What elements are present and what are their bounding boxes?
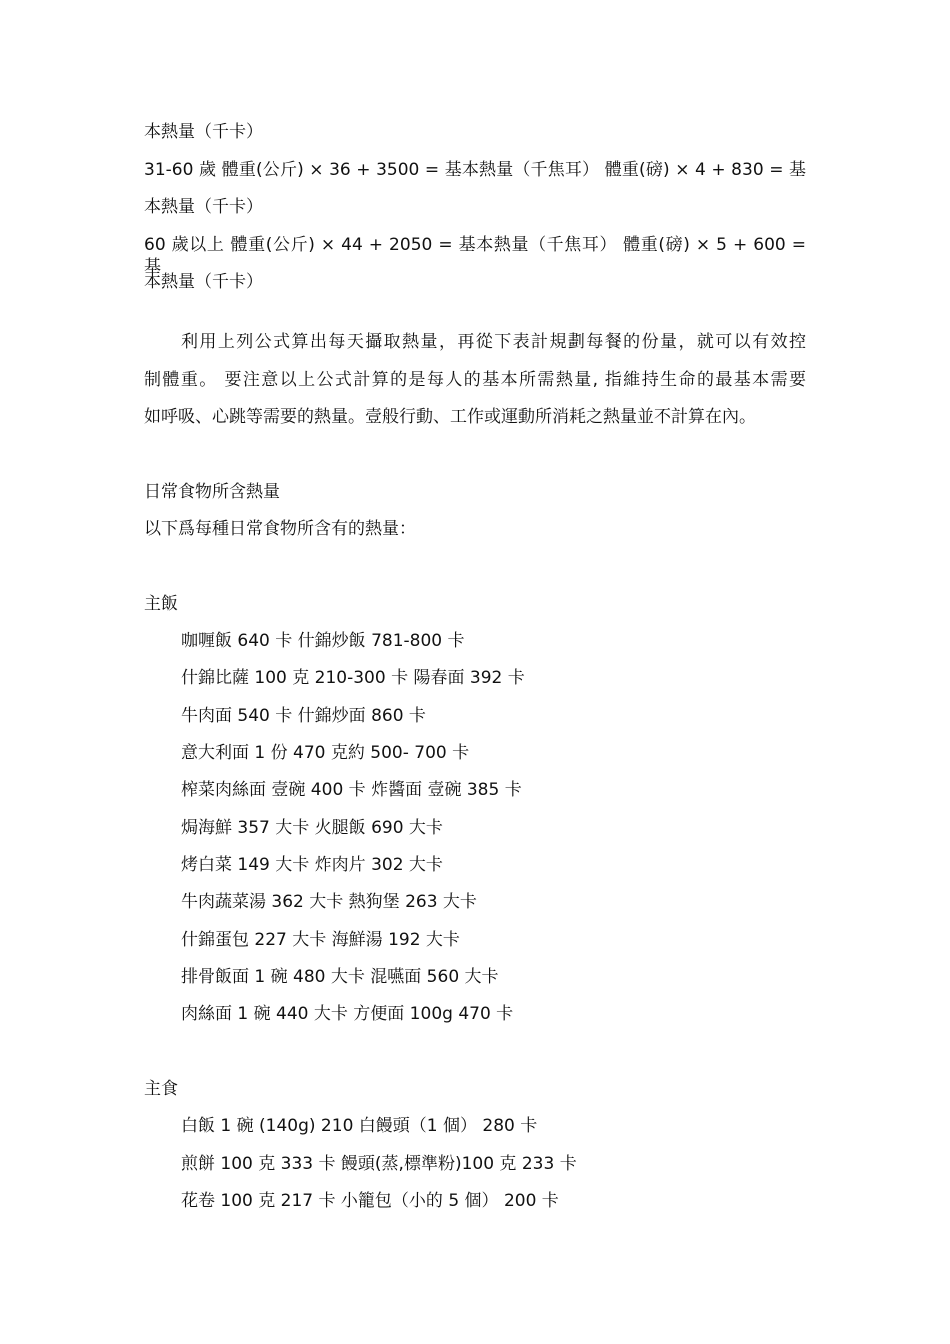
food-item: 煎餅 100 克 333 卡 饅頭(蒸,標準粉)100 克 233 卡 (181, 1154, 577, 1174)
food-item: 什錦蛋包 227 大卡 海鮮湯 192 大卡 (181, 930, 460, 950)
food-item: 咖喱飯 640 卡 什錦炒飯 781-800 卡 (181, 631, 465, 651)
section-title: 日常食物所含熱量 (144, 482, 280, 502)
formula-line: 本熱量（千卡） (144, 122, 263, 142)
food-item: 意大利面 1 份 470 克約 500- 700 卡 (181, 743, 470, 763)
food-item: 肉絲面 1 碗 440 大卡 方便面 100g 470 卡 (181, 1004, 514, 1024)
food-item: 牛肉蔬菜湯 362 大卡 熱狗堡 263 大卡 (181, 892, 477, 912)
food-item: 焗海鮮 357 大卡 火腿飯 690 大卡 (181, 818, 443, 838)
food-item: 牛肉面 540 卡 什錦炒面 860 卡 (181, 706, 426, 726)
paragraph-line: 制體重。 要注意以上公式計算的是每人的基本所需熱量, 指維持生命的最基本需要 (144, 370, 806, 390)
section-intro: 以下爲每種日常食物所含有的熱量： (144, 519, 416, 539)
formula-line: 本熱量（千卡） (144, 197, 263, 217)
food-item: 花卷 100 克 217 卡 小籠包（小的 5 個） 200 卡 (181, 1191, 559, 1211)
food-item: 排骨飯面 1 碗 480 大卡 混嚥面 560 大卡 (181, 967, 499, 987)
food-item: 什錦比薩 100 克 210-300 卡 陽春面 392 卡 (181, 668, 525, 688)
main-rice-heading: 主飯 (144, 594, 178, 614)
food-item: 白飯 1 碗 (140g) 210 白饅頭（1 個） 280 卡 (181, 1116, 538, 1136)
staple-heading: 主食 (144, 1079, 178, 1099)
paragraph-line: 如呼吸、心跳等需要的熱量。壹般行動、工作或運動所消耗之熱量並不計算在內。 (144, 407, 756, 427)
paragraph-line: 利用上列公式算出每天攝取熱量，再從下表計規劃每餐的份量，就可以有效控 (181, 332, 806, 352)
food-item: 烤白菜 149 大卡 炸肉片 302 大卡 (181, 855, 443, 875)
formula-line: 60 歲以上 體重(公斤) × 44 + 2050 = 基本熱量（千焦耳） 體重(磅) × 5 + 600 = 基 (144, 235, 806, 277)
food-item: 榨菜肉絲面 壹碗 400 卡 炸醬面 壹碗 385 卡 (181, 780, 522, 800)
formula-line: 本熱量（千卡） (144, 272, 263, 292)
formula-line: 31-60 歲 體重(公斤) × 36 + 3500 = 基本熱量（千焦耳） 體重(磅) × 4 + 830 = 基 (144, 160, 806, 180)
